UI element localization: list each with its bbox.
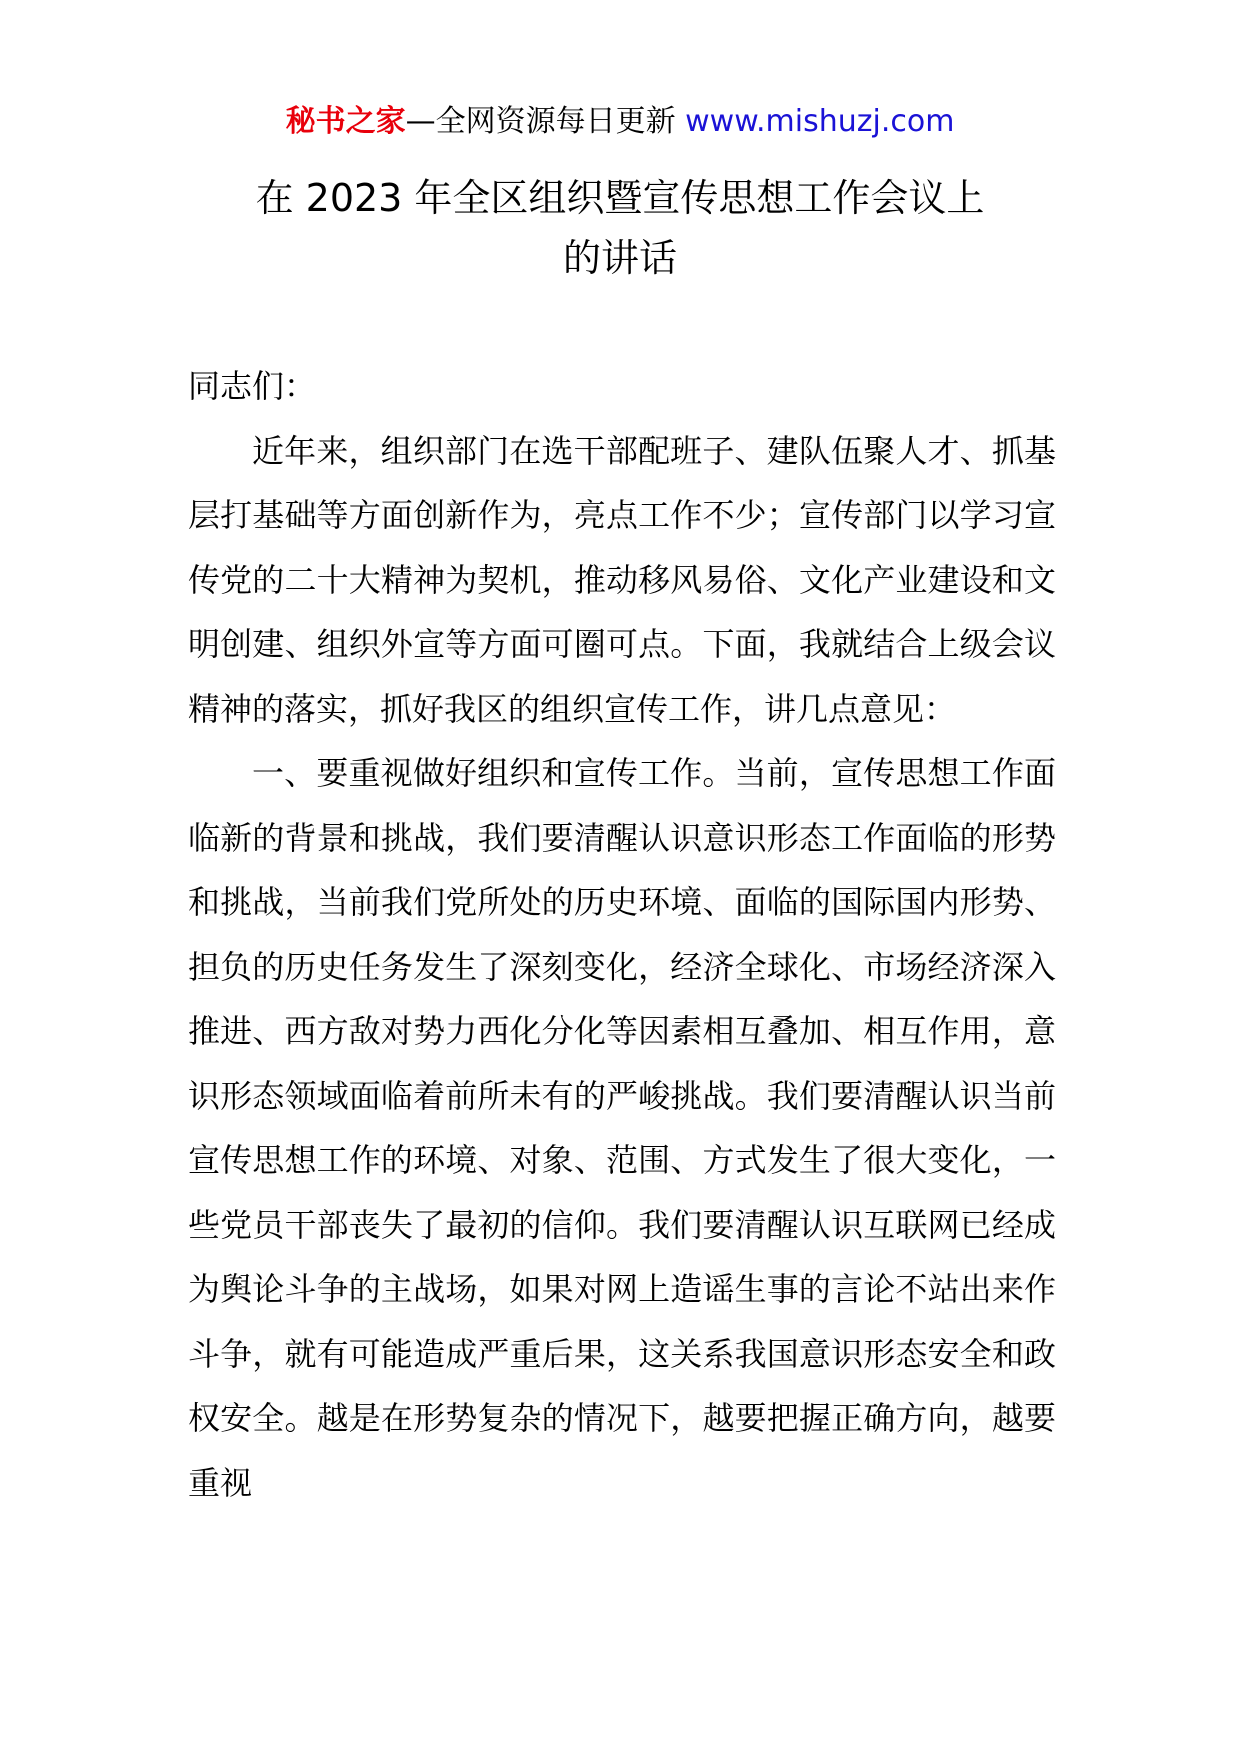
title-line-1: 在 2023 年全区组织暨宣传思想工作会议上 <box>255 176 985 220</box>
paragraph-intro: 近年来，组织部门在选干部配班子、建队伍聚人才、抓基层打基础等方面创新作为，亮点工作不少；宣传部门以学习宣传党的二十大精神为契机，推动移风易俗、文化产业建设和文明创建、组织外宣等方面可圈可点。下面，我就结合上级会议精神的落实，抓好我区的组织宣传工作，讲几点意见： <box>188 431 1056 728</box>
brand-name: 秘书之家 <box>285 104 406 139</box>
site-url-link[interactable]: www.mishuzj.com <box>685 104 955 139</box>
banner-tagline: —全网资源每日更新 <box>405 104 686 139</box>
document-title <box>0 168 1240 288</box>
title-line-2: 的讲话 <box>562 236 677 280</box>
paragraph-section-1: 一、要重视做好组织和宣传工作。当前，宣传思想工作面临新的背景和挑战，我们要清醒认识意识形态工作面临的形势和挑战，当前我们党所处的历史环境、面临的国际国内形势、担负的历史任务发生了深刻变化，经济全球化、市场经济深入推进、西方敌对势力西化分化等因素相互叠加、相互作用，意识形态领域面临着前所未有的严峻挑战。我们要清醒认识当前宣传思想工作的环境、对象、范围、方式发生了很大变化，一些党员干部丧失了最初的信仰。我们要清醒认识互联网已经成为舆论斗争的主战场，如果对网上造谣生事的言论不站出来作斗争，就有可能造成严重后果，这关系我国意识形态安全和政权安全。越是在形势复杂的情况下，越要把握正确方向，越要重视 <box>188 754 1056 1502</box>
document-body <box>188 354 1056 1515</box>
site-banner <box>0 100 1240 144</box>
salutation: 同志们： <box>188 367 317 405</box>
